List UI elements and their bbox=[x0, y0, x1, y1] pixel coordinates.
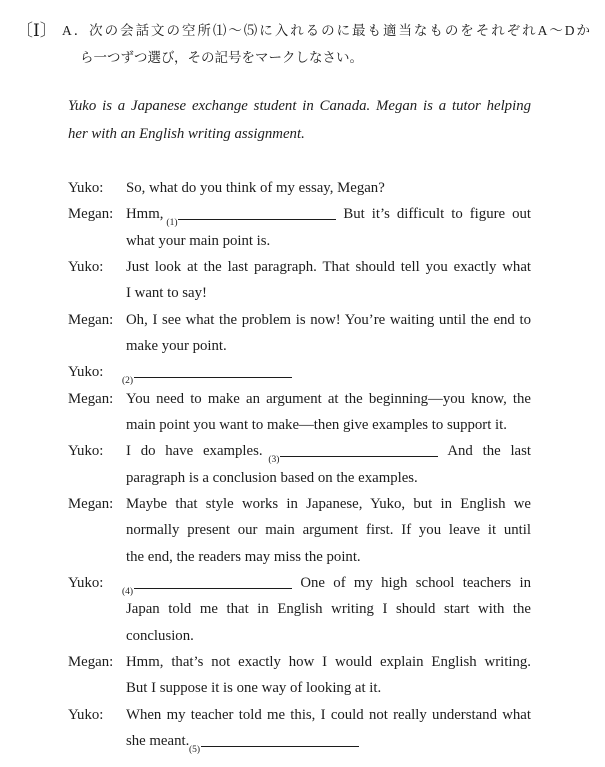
dialogue-line bbox=[126, 333, 531, 359]
dialogue-text: Just look at the last paragraph. That should tell you exactly what bbox=[126, 258, 531, 275]
dialogue-line bbox=[126, 280, 531, 306]
dialogue-line bbox=[126, 412, 531, 438]
dialogue-text: And the last bbox=[447, 443, 531, 460]
blank-number: (5) bbox=[188, 744, 201, 755]
dialogue-text: normally present our main argument first. If you leave it until bbox=[126, 522, 531, 539]
speaker-label: Megan: bbox=[68, 653, 114, 670]
utterance bbox=[126, 491, 531, 570]
dialogue-text: main point you want to make—then give examples to support it. bbox=[126, 416, 507, 433]
dialogue-text: Japan told me that in English writing I should start with the bbox=[126, 601, 531, 618]
blank-number: (1) bbox=[166, 218, 178, 229]
dialogue-text: she meant. bbox=[126, 732, 190, 749]
utterance bbox=[126, 201, 531, 254]
dialogue-line bbox=[126, 175, 531, 201]
dialogue-text: You need to make an argument at the beginning—you know, the bbox=[126, 390, 531, 407]
dialogue-turn bbox=[68, 386, 531, 439]
dialogue-line bbox=[126, 675, 531, 701]
dialogue-text: paragraph is a conclusion based on the examples. bbox=[126, 469, 418, 486]
speaker-label: Megan: bbox=[68, 311, 114, 328]
dialogue-text: conclusion. bbox=[126, 627, 194, 644]
utterance bbox=[126, 254, 531, 307]
intro-line: Yuko is a Japanese exchange student in Canada. Megan is a tutor helping bbox=[68, 98, 531, 114]
dialogue-line bbox=[126, 491, 531, 517]
speaker-label: Yuko: bbox=[68, 180, 104, 196]
answer-blank-4 bbox=[122, 578, 292, 597]
dialogue-text: make your point. bbox=[126, 337, 227, 354]
intro-line: her with an English writing assignment. bbox=[68, 126, 305, 142]
utterance bbox=[126, 307, 531, 360]
dialogue-text: So, what do you think of my essay, Megan? bbox=[126, 180, 385, 196]
dialogue-line bbox=[122, 570, 532, 597]
dialogue-turn bbox=[68, 438, 531, 491]
dialogue-turn bbox=[68, 175, 531, 201]
dialogue-line bbox=[126, 254, 531, 280]
section-number: 〔Ⅰ〕 bbox=[16, 21, 57, 40]
blank-number: (4) bbox=[122, 586, 134, 597]
scenario-intro bbox=[68, 92, 531, 148]
speaker-label: Megan: bbox=[68, 495, 114, 512]
dialogue-turn bbox=[68, 649, 531, 702]
dialogue-line bbox=[126, 228, 531, 254]
dialogue bbox=[68, 175, 531, 754]
utterance bbox=[126, 175, 531, 201]
speaker-label: Yuko: bbox=[68, 364, 104, 381]
dialogue-turn bbox=[68, 702, 531, 755]
dialogue-text: I do have examples. bbox=[126, 443, 263, 460]
utterance bbox=[126, 386, 531, 439]
utterance bbox=[122, 359, 531, 387]
answer-blank-1 bbox=[166, 209, 336, 229]
dialogue-text: the end, the readers may miss the point. bbox=[126, 548, 361, 565]
dialogue-text: Oh, I see what the problem is now! You’re waiting until the end to bbox=[126, 311, 531, 328]
dialogue-line bbox=[126, 517, 531, 543]
speaker-label: Megan: bbox=[68, 390, 114, 407]
utterance bbox=[122, 570, 532, 649]
speaker-label: Megan: bbox=[68, 206, 114, 223]
utterance bbox=[126, 438, 531, 491]
dialogue-text: what your main point is. bbox=[126, 232, 271, 249]
answer-blank-2 bbox=[122, 367, 292, 387]
dialogue-line bbox=[126, 623, 531, 649]
dialogue-text: Hmm, that’s not exactly how I would explain English writing. bbox=[126, 653, 531, 670]
dialogue-line bbox=[126, 702, 531, 728]
dialogue-turn bbox=[68, 359, 531, 385]
speaker-label: Yuko: bbox=[68, 443, 104, 460]
blank-number: (2) bbox=[122, 376, 134, 387]
speaker-label: Yuko: bbox=[68, 574, 104, 591]
utterance bbox=[126, 702, 531, 755]
dialogue-line bbox=[126, 728, 531, 754]
dialogue-line bbox=[126, 596, 531, 622]
dialogue-line bbox=[126, 201, 531, 227]
dialogue-line bbox=[126, 438, 531, 464]
dialogue-turn bbox=[68, 254, 531, 307]
instruction-line: ら一つずつ選び，その記号をマークしなさい。 bbox=[80, 50, 363, 65]
speaker-label: Yuko: bbox=[68, 706, 104, 723]
speaker-label: Yuko: bbox=[68, 258, 104, 275]
dialogue-text: Hmm, bbox=[126, 206, 164, 223]
utterance bbox=[126, 649, 531, 702]
dialogue-text: Maybe that style works in Japanese, Yuko, but in English we bbox=[126, 495, 531, 512]
dialogue-line bbox=[122, 359, 531, 387]
dialogue-text: One of my high school teachers in bbox=[300, 574, 532, 591]
dialogue-line bbox=[126, 386, 531, 412]
dialogue-turn bbox=[68, 307, 531, 360]
blank-number: (3) bbox=[268, 455, 280, 466]
dialogue-text: When my teacher told me this, I could not really understand what bbox=[126, 706, 531, 723]
dialogue-line bbox=[126, 307, 531, 333]
dialogue-text: But I suppose it is one way of looking at it. bbox=[126, 680, 382, 697]
dialogue-line bbox=[126, 544, 531, 570]
answer-blank-3 bbox=[268, 446, 438, 466]
instruction-line: A．次の会話文の空所⑴～⑸に入れるのに最も適当なものをそれぞれA～Dか bbox=[62, 23, 590, 38]
dialogue-line bbox=[126, 465, 531, 491]
answer-blank-5 bbox=[188, 736, 359, 755]
dialogue-turn bbox=[68, 491, 531, 570]
dialogue-line bbox=[126, 649, 531, 675]
dialogue-text: But it’s difficult to figure out bbox=[343, 206, 531, 223]
dialogue-turn bbox=[68, 201, 531, 254]
dialogue-turn bbox=[68, 570, 531, 649]
dialogue-text: I want to say! bbox=[126, 285, 207, 302]
